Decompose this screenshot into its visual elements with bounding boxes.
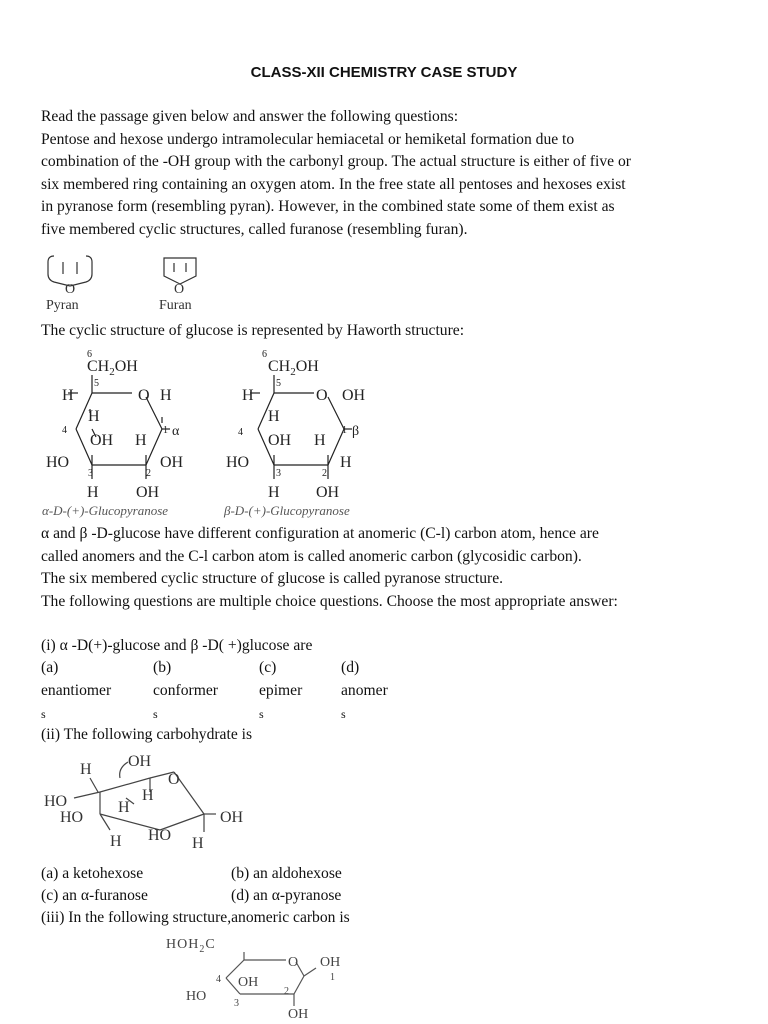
alpha-c3-label: 3: [88, 468, 93, 479]
alpha-ch2oh-sub: 2: [109, 366, 115, 378]
q2-h-mid: H: [142, 787, 154, 804]
alpha-c6-label: 6: [87, 349, 92, 360]
intro-line: Pentose and hexose undergo intramolecular hemiacetal or hemiketal formation due to: [41, 130, 575, 148]
question-2-stem: [41, 724, 741, 747]
q2-ho-1: HO: [44, 793, 68, 810]
q2-ring-oxygen: O: [168, 771, 180, 788]
beta-c1-label: 1: [342, 425, 347, 436]
alpha-ch2oh-tail: OH: [114, 358, 138, 375]
alpha-c2-label: 2: [146, 468, 151, 479]
anomer-passage: [41, 523, 741, 613]
q3-oh-top: OH: [320, 955, 341, 970]
furan-ring: [164, 258, 196, 284]
q3-hoh2c-tail: C: [205, 937, 216, 952]
beta-c4-label: 4: [238, 427, 243, 438]
q2-option-b: (b) an aldohexose: [231, 865, 342, 882]
beta-c3-label: 3: [276, 468, 281, 479]
intro-passage: [41, 106, 741, 241]
q3-oh-bottom: OH: [288, 1007, 309, 1022]
beta-anomer-symbol: β: [352, 424, 360, 439]
q1-suffix-a: s: [41, 707, 46, 721]
beta-h-right: H: [340, 454, 352, 471]
beta-h-c4: H: [314, 432, 326, 449]
q3-oh-mid: OH: [238, 975, 259, 990]
q3-ring-oxygen: O: [288, 955, 299, 970]
beta-oh-c2: OH: [316, 484, 340, 501]
q1-suffix-c: s: [259, 707, 264, 721]
beta-ch2oh-tail: OH: [295, 358, 319, 375]
q3-hoh2c-main: HOH: [166, 937, 200, 952]
beta-caption: β-D-(+)-Glucopyranose: [224, 503, 350, 518]
alpha-oh-right: OH: [160, 454, 184, 471]
q3-hoh2c: [166, 937, 216, 955]
alpha-oh-c4: OH: [90, 432, 114, 449]
q2-option-a: (a) a ketohexose: [41, 865, 144, 882]
pyran-furan-figure: [40, 248, 220, 316]
q2-option-d: (d) an α-pyranose: [231, 887, 342, 904]
passage-line: The following questions are multiple choice questions. Choose the most appropriate answer:: [41, 592, 618, 610]
passage-line: called anomers and the C-l carbon atom is called anomeric carbon (glycosidic carbon).: [41, 547, 582, 565]
q3-hoh2c-sub: 2: [199, 944, 206, 955]
alpha-h-c1: H: [160, 387, 172, 404]
beta-h-c5: H: [268, 408, 280, 425]
alpha-ho-left: HO: [46, 454, 70, 471]
alpha-h-c5: H: [88, 408, 100, 425]
q2-stem-text: (ii) The following carbohydrate is: [41, 726, 253, 743]
beta-ring-bonds: [250, 375, 352, 479]
beta-h-c3: H: [268, 484, 280, 501]
furan-label: Furan: [159, 298, 192, 313]
beta-c5-label: 5: [276, 378, 281, 389]
q1-letter-c: (c): [259, 659, 277, 676]
intro-line: six membered ring containing an oxygen atom. In the free state all pentoses and hexoses exist: [41, 175, 626, 193]
intro-line: five membered cyclic structures, called furanose (resembling furan).: [41, 220, 468, 238]
q2-h-top: H: [80, 761, 92, 778]
beta-oh-c4: OH: [268, 432, 292, 449]
haworth-intro: [41, 320, 741, 343]
alpha-c1-label: 1: [163, 425, 168, 436]
intro-line: in pyranose form (resembling pyran). However, in the combined state some of them exist as: [41, 198, 615, 215]
alpha-c4-label: 4: [62, 425, 67, 436]
beta-glucopyranose-structure: [218, 343, 398, 521]
alpha-caption: α-D-(+)-Glucopyranose: [42, 503, 169, 518]
beta-c6-label: 6: [262, 349, 267, 360]
q3-c1-label: 1: [330, 972, 335, 983]
q1-option-a: enantiomer: [41, 682, 112, 699]
q2-h-bottom-1: H: [110, 833, 122, 850]
intro-line: combination of the -OH group with the carbonyl group. The actual structure is either of five or: [41, 153, 631, 170]
alpha-h-top-left: H: [62, 387, 74, 404]
beta-ch2oh-sub: 2: [290, 366, 296, 378]
q1-letter-b: (b): [153, 659, 172, 676]
q3-c2-label: 2: [284, 986, 289, 997]
question-1-stem: [41, 635, 741, 658]
q1-option-d: anomer: [341, 682, 388, 699]
pyran-oxygen: O: [65, 282, 76, 297]
alpha-oh-c2: OH: [136, 484, 160, 501]
alpha-h-c3: H: [87, 484, 99, 501]
q2-h-bottom-2: H: [192, 835, 204, 852]
q1-stem-text: (i) α -D(+)-glucose and β -D( +)glucose are: [41, 637, 313, 654]
q1-suffix-b: s: [153, 707, 158, 721]
furan-oxygen: O: [174, 282, 185, 297]
beta-ch2oh-ch: CH: [268, 358, 291, 375]
alpha-ch2oh-ch: CH: [87, 358, 110, 375]
beta-c2-label: 2: [322, 468, 327, 479]
haworth-intro-line: The cyclic structure of glucose is represented by Haworth structure:: [41, 322, 465, 339]
q2-oh-top: OH: [128, 753, 152, 770]
alpha-glucopyranose-structure: [38, 343, 218, 521]
intro-line: Read the passage given below and answer the following questions:: [41, 108, 459, 125]
q1-letter-a: (a): [41, 659, 59, 676]
q1-option-c: epimer: [259, 682, 303, 699]
q2-ho-bottom: HO: [148, 827, 172, 844]
alpha-anomer-symbol: α: [172, 424, 180, 439]
q3-c3-label: 3: [234, 998, 239, 1009]
q2-carbohydrate-structure: [40, 748, 280, 856]
question-3-stem: [41, 907, 741, 930]
q3-stem-text: (iii) In the following structure,anomeric carbon is: [41, 909, 350, 926]
alpha-h-c4: H: [135, 432, 147, 449]
passage-line: α and β -D-glucose have different configuration at anomeric (C-l) carbon atom, hence are: [41, 525, 599, 542]
alpha-c5-label: 5: [94, 378, 99, 389]
q2-option-c: (c) an α-furanose: [41, 887, 148, 904]
pyran-label: Pyran: [46, 298, 79, 313]
q2-h-mid-2: H: [118, 799, 130, 816]
beta-h-top-left: H: [242, 387, 254, 404]
q2-ho-2: HO: [60, 809, 84, 826]
q1-suffix-d: s: [341, 707, 346, 721]
beta-ch2oh: [268, 358, 319, 378]
page-title: CLASS-XII CHEMISTRY CASE STUDY: [250, 64, 518, 81]
passage-line: The six membered cyclic structure of glucose is called pyranose structure.: [41, 570, 504, 587]
q3-ho-left: HO: [186, 989, 207, 1004]
q2-oh-right: OH: [220, 809, 244, 826]
beta-ho-left: HO: [226, 454, 250, 471]
q1-letter-d: (d): [341, 659, 360, 676]
alpha-ring-oxygen: O: [138, 387, 150, 404]
q1-option-b: conformer: [153, 682, 218, 699]
q3-structure: [160, 932, 380, 1024]
alpha-ch2oh: [87, 358, 138, 378]
alpha-ring-bonds: [68, 375, 170, 479]
q3-c4-label: 4: [216, 974, 221, 985]
beta-ring-oxygen: O: [316, 387, 328, 404]
beta-oh-c1: OH: [342, 387, 366, 404]
